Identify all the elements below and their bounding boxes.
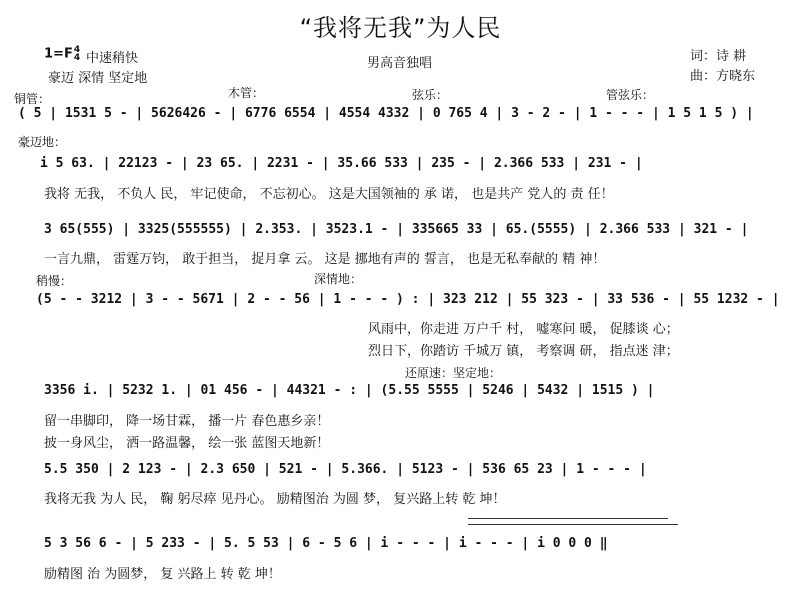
notation-line: 3 65(555) | 3325(555555) | 2.353. | 3523.1 - | 335665 33 | 65.(5555) | 2.366 533 | 321 - | — [44, 222, 749, 237]
section-label: 弦乐： — [412, 88, 449, 102]
notation-line: ( 5 | 1531 5 - | 5626426 - | 6776 6554 | 4554 4332 | 0 765 4 | 3 - 2 - | 1 - - - | 1 5 1 5 ) | — [18, 106, 754, 121]
lyric-line: 我将 无我， 不负人 民， 牢记使命， 不忘初心。 这是大国领袖的 承 诺， 也是共产 党人的 责 任！ — [44, 187, 614, 202]
key-signature — [44, 46, 81, 62]
notation-line: (5 - - 3212 | 3 - - 5671 | 2 - - 56 | 1 - - - ) : | 323 212 | 55 323 - | 33 536 - | 55 1232 - | — [36, 292, 780, 307]
lyricist-credit: 词：诗 耕 — [690, 49, 747, 64]
section-label: 还原速：坚定地： — [405, 366, 502, 380]
voice-type: 男高音独唱 — [367, 56, 433, 71]
notation-line: 5 3 56 6 - | 5 233 - | 5. 5 53 | 6 - 5 6 | i - - - | i - - - | i 0 0 0 ‖ — [44, 536, 608, 551]
notation-line: i 5 63. | 22123 - | 23 65. | 2231 - | 35.66 533 | 235 - | 2.366 533 | 231 - | — [40, 156, 643, 171]
section-label: 深情地： — [314, 272, 363, 286]
lyric-line: 我将无我 为人 民， 鞠 躬尽瘁 见丹心。 励精图治 为圆 梦， 复兴路上转 乾 坤！ — [44, 492, 506, 507]
time-bottom: 4 — [73, 53, 81, 63]
lyric-line: 烈日下，你踏访 千城万 镇， 考察调 研， 指点迷 津； — [368, 344, 679, 359]
tempo-marking: 中速稍快 — [86, 51, 139, 66]
lyric-line: 一言九鼎， 雷霆万钧， 敢于担当， 捉月拿 云。 这是 挪地有声的 誓言， 也是无私奉献的 精 神！ — [44, 252, 606, 267]
section-label: 稍慢： — [36, 274, 73, 288]
section-label: 木管： — [228, 86, 265, 100]
key-prefix: 1=F — [44, 46, 73, 62]
slur-line — [468, 524, 678, 525]
time-top: 4 — [73, 45, 81, 55]
section-label: 铜管： — [14, 92, 51, 106]
section-label: 管弦乐： — [606, 88, 655, 102]
section-label: 豪迈地： — [18, 135, 67, 149]
composer-credit: 曲：方晓东 — [690, 69, 756, 84]
notation-line: 3356 i. | 5232 1. | 01 456 - | 44321 - : | (5.55 5555 | 5246 | 5432 | 1515 ) | — [44, 383, 655, 398]
song-title: “我将无我”为人民 — [299, 14, 502, 42]
notation-line: 5.5 350 | 2 123 - | 2.3 650 | 521 - | 5.366. | 5123 - | 536 65 23 | 1 - - - | — [44, 462, 647, 477]
lyric-line: 留一串脚印， 降一场甘霖， 播一片 春色惠乡亲！ — [44, 414, 330, 429]
lyric-line: 励精图 治 为圆梦， 复 兴路上 转 乾 坤！ — [44, 567, 281, 582]
time-signature — [74, 46, 80, 62]
style-marking: 豪迈 深情 坚定地 — [48, 71, 148, 86]
lyric-line: 披一身风尘， 洒一路温馨， 绘一张 蓝图天地新！ — [44, 436, 330, 451]
slur-line — [468, 518, 668, 519]
lyric-line: 风雨中，你走进 万户千 村， 嘘寒问 暖， 促膝谈 心； — [368, 322, 679, 337]
